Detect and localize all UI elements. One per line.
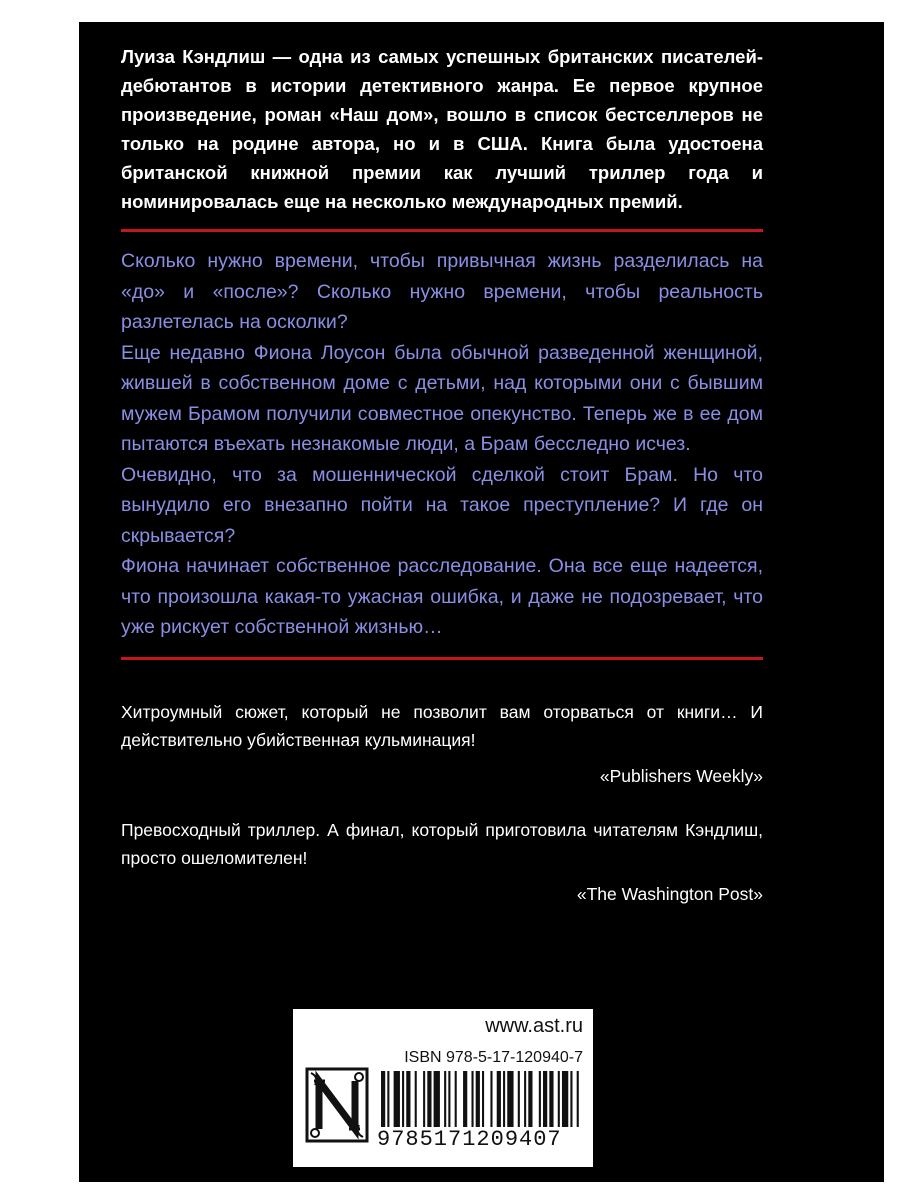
barcode-bar bbox=[427, 1071, 431, 1129]
barcode-bar bbox=[387, 1071, 389, 1129]
synopsis-paragraph: Фиона начинает собственное расследование. Она все еще надеется, что произошла какая-то ужасная ошибка, и даже не подозревает, что уже рискует собственной жизнью… bbox=[121, 555, 763, 638]
isbn-label: ISBN 978-5-17-120940-7 bbox=[404, 1049, 583, 1066]
barcode-bar bbox=[415, 1071, 417, 1129]
cover-content bbox=[121, 42, 763, 908]
synopsis-paragraph: Очевидно, что за мошеннической сделкой стоит Брам. Но что вынудило его внезапно пойти на такое преступление? И где он скрывается? bbox=[121, 463, 763, 547]
barcode-bar bbox=[463, 1071, 467, 1129]
barcode-bar bbox=[558, 1071, 560, 1129]
barcode-bar bbox=[471, 1071, 473, 1129]
barcode-bar bbox=[394, 1071, 400, 1129]
synopsis bbox=[121, 246, 763, 643]
barcode-bar bbox=[423, 1071, 425, 1129]
publisher-n-monogram-icon bbox=[305, 1067, 369, 1143]
barcode-bar bbox=[503, 1071, 505, 1129]
barcode-bar bbox=[448, 1071, 450, 1129]
red-divider-bottom bbox=[121, 657, 763, 660]
barcode-bar bbox=[476, 1071, 480, 1129]
barcode-bar bbox=[524, 1071, 526, 1129]
synopsis-paragraph: Сколько нужно времени, чтобы привычная жизнь разделилась на «до» и «после»? Сколько нужно времени, чтобы реальность разлетелась на осколки? bbox=[121, 250, 763, 333]
red-divider-top bbox=[121, 229, 763, 232]
barcode-bar bbox=[497, 1071, 501, 1129]
barcode-bar bbox=[518, 1071, 520, 1129]
barcode-bar bbox=[434, 1071, 440, 1129]
barcode-bar bbox=[406, 1071, 410, 1129]
barcode-bar bbox=[528, 1071, 532, 1129]
barcode-bar bbox=[549, 1071, 553, 1129]
review-source: «The Washington Post» bbox=[576, 883, 763, 904]
review-source: «Publishers Weekly» bbox=[599, 765, 763, 786]
barcode-bar bbox=[539, 1071, 541, 1129]
synopsis-paragraph: Еще недавно Фиона Лоусон была обычной разведенной женщиной, жившей в собственном доме с детьми, над которыми они с бывшим мужем Брамом получили совместное опекунство. Теперь же в ее дом пытаются въехать незнакомые люди, а Брам бесследно исчез. bbox=[121, 341, 763, 455]
book-back-cover bbox=[79, 22, 884, 1182]
barcode-bar bbox=[381, 1071, 385, 1129]
publisher-website: www.ast.ru bbox=[485, 1015, 583, 1037]
author-bio: Луиза Кэндлиш — одна из самых успешных британских писателей-дебютантов в истории детективного жанра. Ее первое крупное произведение, роман «Наш дом», вошло в список бестселлеров не только на родине автора, но и в США. Книга была удостоена британской книжной премии как лучший триллер года и номинировалась еще на несколько международных премий. bbox=[121, 46, 763, 212]
barcode-bar bbox=[455, 1071, 457, 1129]
review-washington-post bbox=[121, 816, 763, 908]
barcode-bar bbox=[490, 1071, 492, 1129]
barcode-bar bbox=[402, 1071, 404, 1129]
barcode-bar bbox=[577, 1071, 579, 1129]
barcode-bars bbox=[381, 1071, 583, 1129]
barcode-bar bbox=[482, 1071, 484, 1129]
review-quote: Превосходный триллер. А финал, который приготовила читателям Кэндлиш, просто ошеломителен! bbox=[121, 819, 763, 868]
barcode-number: 9785171209407 bbox=[377, 1127, 587, 1153]
barcode-bar bbox=[562, 1071, 568, 1129]
barcode-panel bbox=[293, 1009, 593, 1167]
barcode-bar bbox=[444, 1071, 446, 1129]
review-publishers-weekly bbox=[121, 698, 763, 790]
barcode-bar bbox=[570, 1071, 572, 1129]
review-quote: Хитроумный сюжет, который не позволит вам оторваться от книги… И действительно убийственная кульминация! bbox=[121, 701, 763, 750]
barcode-bar bbox=[543, 1071, 547, 1129]
barcode-bar bbox=[507, 1071, 513, 1129]
